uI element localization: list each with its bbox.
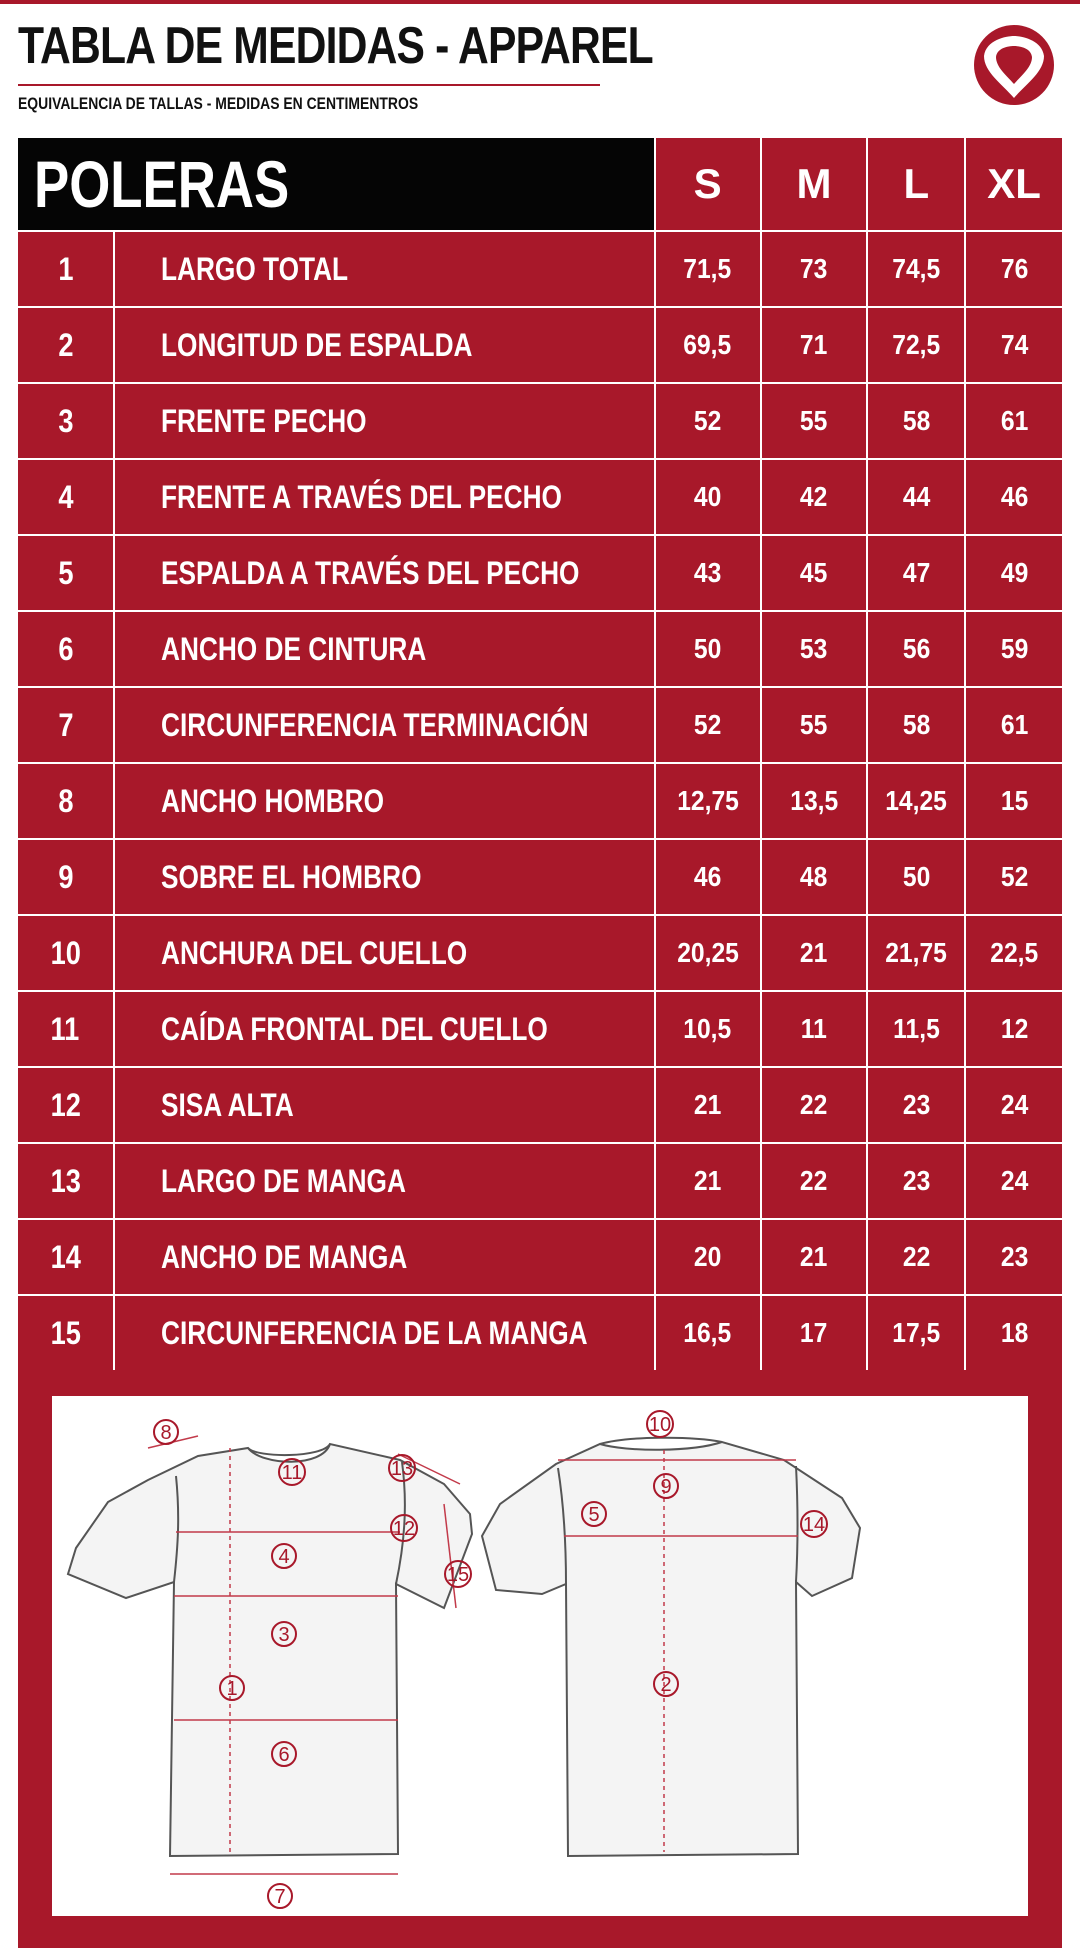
measurement-value-text: 52 — [693, 405, 722, 436]
size-header-m: M — [762, 138, 867, 230]
measurement-value-text: 17,5 — [892, 1317, 941, 1348]
measurement-value-xl — [966, 764, 1062, 838]
measurement-number-text: 9 — [57, 858, 73, 895]
tshirt-front-icon — [68, 1444, 472, 1856]
measurement-number-text: 15 — [50, 1314, 81, 1351]
measurement-value-l — [868, 612, 964, 686]
measurement-label — [115, 1296, 654, 1370]
measurement-label — [115, 764, 654, 838]
marker-12: 12 — [392, 1518, 416, 1540]
measurement-label-text: FRENTE PECHO — [160, 402, 367, 439]
measurement-value-xl — [966, 1068, 1062, 1142]
marker-14: 14 — [802, 1514, 826, 1536]
measurement-value-text: 40 — [693, 481, 722, 512]
table-row — [18, 688, 1062, 762]
measurement-value-s — [656, 232, 760, 306]
measurement-number — [18, 536, 113, 610]
measurement-number — [18, 1068, 113, 1142]
page-title: TABLA DE MEDIDAS - APPAREL — [18, 17, 653, 75]
measurement-value-s — [656, 612, 760, 686]
measurement-value-xl — [966, 840, 1062, 914]
circle-a-logo-icon — [966, 22, 1062, 108]
table-row — [18, 916, 1062, 990]
table-row — [18, 612, 1062, 686]
measurement-value-s — [656, 384, 760, 458]
measurement-value-xl — [966, 612, 1062, 686]
table-row — [18, 840, 1062, 914]
measurement-label-text: ANCHO DE CINTURA — [160, 630, 427, 667]
table-header-row — [18, 138, 1062, 230]
measurement-value-text: 58 — [902, 405, 931, 436]
measurement-value-m — [762, 840, 867, 914]
measurement-value-text: 53 — [800, 633, 828, 664]
measurement-value-text: 50 — [902, 861, 931, 892]
measurement-value-text: 47 — [902, 557, 931, 588]
measurement-label-text: CAÍDA FRONTAL DEL CUELLO — [160, 1010, 548, 1047]
measurement-value-l — [868, 1220, 964, 1294]
measurement-number-text: 2 — [57, 326, 73, 363]
measurement-value-xl — [966, 384, 1062, 458]
measurement-value-s — [656, 536, 760, 610]
measurement-value-text: 11,5 — [892, 1013, 940, 1044]
measurement-value-text: 13,5 — [790, 785, 838, 816]
measurement-value-xl — [966, 688, 1062, 762]
measurement-value-l — [868, 1068, 964, 1142]
measurement-value-xl — [966, 1296, 1062, 1370]
measurement-number — [18, 992, 113, 1066]
size-header-l: L — [868, 138, 964, 230]
marker-5: 5 — [588, 1504, 600, 1526]
measurement-value-m — [762, 232, 867, 306]
measurement-value-text: 61 — [1000, 405, 1028, 436]
measurement-value-text: 24 — [1000, 1165, 1028, 1196]
measurement-value-s — [656, 688, 760, 762]
measurement-value-text: 44 — [902, 481, 931, 512]
measurement-value-xl — [966, 916, 1062, 990]
tshirt-diagram-icon — [52, 1396, 1028, 1916]
measurement-number-text: 10 — [50, 934, 81, 971]
measurement-value-text: 17 — [800, 1317, 828, 1348]
measurement-value-xl — [966, 232, 1062, 306]
measurement-value-text: 22 — [800, 1089, 828, 1120]
measurement-value-text: 74,5 — [892, 253, 941, 284]
measurement-label — [115, 1144, 654, 1218]
measurement-label — [115, 536, 654, 610]
measurement-value-l — [868, 688, 964, 762]
measurement-value-text: 46 — [1000, 481, 1028, 512]
measurement-value-s — [656, 992, 760, 1066]
measurement-value-s — [656, 308, 760, 382]
measurement-number-text: 12 — [50, 1086, 81, 1123]
measurement-number-text: 1 — [57, 250, 73, 287]
measurement-value-l — [868, 232, 964, 306]
table-row — [18, 308, 1062, 382]
measurement-value-m — [762, 1296, 867, 1370]
marker-9: 9 — [660, 1476, 672, 1498]
measurement-label — [115, 308, 654, 382]
measurement-value-m — [762, 688, 867, 762]
top-accent-line — [0, 0, 1080, 4]
measurement-number — [18, 460, 113, 534]
table-row — [18, 232, 1062, 306]
measurement-value-text: 24 — [1000, 1089, 1028, 1120]
measurement-number — [18, 1220, 113, 1294]
measurement-label-text: LONGITUD DE ESPALDA — [160, 326, 473, 363]
measurement-value-l — [868, 308, 964, 382]
title-underline — [18, 84, 600, 86]
measurement-value-m — [762, 460, 867, 534]
table-row — [18, 460, 1062, 534]
measurement-value-text: 21 — [800, 1241, 828, 1272]
measurement-value-text: 52 — [693, 709, 722, 740]
table-row — [18, 992, 1062, 1066]
measurement-number-text: 14 — [50, 1238, 81, 1275]
measurement-value-text: 71,5 — [683, 253, 732, 284]
measurement-label — [115, 612, 654, 686]
measurement-value-s — [656, 840, 760, 914]
measurement-number-text: 13 — [50, 1162, 81, 1199]
measurement-label-text: LARGO TOTAL — [160, 250, 348, 287]
measurement-label-text: CIRCUNFERENCIA TERMINACIÓN — [160, 706, 589, 743]
measurement-value-text: 49 — [1000, 557, 1028, 588]
measurement-value-text: 18 — [1000, 1317, 1028, 1348]
section-title-text: POLERAS — [34, 147, 290, 221]
measurement-label — [115, 460, 654, 534]
measurement-value-s — [656, 916, 760, 990]
measurement-number — [18, 840, 113, 914]
measurement-label — [115, 232, 654, 306]
measurement-number — [18, 1296, 113, 1370]
measurement-value-m — [762, 1144, 867, 1218]
table-row — [18, 1296, 1062, 1370]
measurement-value-s — [656, 460, 760, 534]
measurement-value-text: 48 — [800, 861, 828, 892]
measurement-value-xl — [966, 308, 1062, 382]
measurement-value-text: 16,5 — [683, 1317, 732, 1348]
table-row — [18, 764, 1062, 838]
table-row — [18, 1068, 1062, 1142]
measurement-number — [18, 916, 113, 990]
measurement-value-s — [656, 1144, 760, 1218]
measurement-label-text: ANCHURA DEL CUELLO — [160, 934, 467, 971]
measurement-number-text: 7 — [57, 706, 73, 743]
measurement-value-l — [868, 384, 964, 458]
measurement-number — [18, 764, 113, 838]
measurement-label — [115, 1220, 654, 1294]
marker-15: 15 — [446, 1564, 470, 1586]
measurement-value-m — [762, 536, 867, 610]
measurement-label — [115, 992, 654, 1066]
measurement-value-text: 22 — [902, 1241, 931, 1272]
measurement-value-l — [868, 460, 964, 534]
table-row — [18, 536, 1062, 610]
measurement-value-xl — [966, 1220, 1062, 1294]
measurement-value-s — [656, 1220, 760, 1294]
measurement-value-text: 76 — [1000, 253, 1028, 284]
measurement-label-text: ANCHO DE MANGA — [160, 1238, 408, 1275]
measurement-value-m — [762, 916, 867, 990]
measurement-number — [18, 232, 113, 306]
marker-4: 4 — [278, 1546, 290, 1568]
measurement-number — [18, 1144, 113, 1218]
measurement-value-m — [762, 764, 867, 838]
measurement-value-text: 50 — [693, 633, 722, 664]
measurement-label — [115, 688, 654, 762]
measurement-value-xl — [966, 992, 1062, 1066]
measurement-label-text: FRENTE A TRAVÉS DEL PECHO — [160, 478, 562, 515]
measurement-value-s — [656, 1068, 760, 1142]
measurement-value-text: 22,5 — [990, 937, 1039, 968]
measurement-label-text: ESPALDA A TRAVÉS DEL PECHO — [160, 554, 580, 591]
measurement-value-l — [868, 1144, 964, 1218]
measurement-value-text: 46 — [693, 861, 722, 892]
measurement-number — [18, 688, 113, 762]
measurement-value-text: 20,25 — [676, 937, 739, 968]
measurement-label-text: LARGO DE MANGA — [160, 1162, 406, 1199]
measurement-value-m — [762, 384, 867, 458]
page-subtitle: EQUIVALENCIA DE TALLAS - MEDIDAS EN CENTIMENTROS — [18, 94, 419, 113]
measurement-label-text: SOBRE EL HOMBRO — [160, 858, 422, 895]
measurement-number — [18, 384, 113, 458]
measurement-value-text: 10,5 — [683, 1013, 732, 1044]
measurement-value-text: 23 — [902, 1089, 931, 1120]
measurement-value-text: 21 — [693, 1089, 722, 1120]
measurement-value-m — [762, 612, 867, 686]
measurement-label — [115, 1068, 654, 1142]
measurement-label — [115, 916, 654, 990]
measurement-value-text: 20 — [693, 1241, 722, 1272]
measurement-value-text: 14,25 — [885, 785, 948, 816]
measurement-value-text: 55 — [800, 709, 828, 740]
measurement-value-text: 42 — [800, 481, 828, 512]
section-title — [18, 138, 654, 230]
measurement-diagram — [52, 1396, 1028, 1916]
marker-3: 3 — [278, 1624, 290, 1646]
measurement-value-xl — [966, 1144, 1062, 1218]
size-header-xl: XL — [966, 138, 1062, 230]
measurement-label-text: CIRCUNFERENCIA DE LA MANGA — [160, 1314, 588, 1351]
measurement-value-text: 61 — [1000, 709, 1028, 740]
measurement-value-text: 72,5 — [892, 329, 941, 360]
measurement-value-xl — [966, 536, 1062, 610]
measurement-value-text: 15 — [1000, 785, 1028, 816]
measurement-value-l — [868, 536, 964, 610]
measurement-label — [115, 840, 654, 914]
measurement-number-text: 11 — [51, 1010, 80, 1047]
measurement-value-text: 21 — [800, 937, 828, 968]
measurement-value-text: 52 — [1000, 861, 1028, 892]
measurement-value-text: 23 — [902, 1165, 931, 1196]
measurement-value-l — [868, 764, 964, 838]
table-row — [18, 384, 1062, 458]
measurement-value-text: 12,75 — [676, 785, 739, 816]
measurement-value-text: 55 — [800, 405, 828, 436]
measurement-value-text: 21,75 — [885, 937, 948, 968]
marker-10: 10 — [648, 1414, 672, 1436]
tshirt-back-icon — [482, 1438, 860, 1856]
measurement-value-text: 22 — [800, 1165, 828, 1196]
measurement-label-text: SISA ALTA — [160, 1086, 294, 1123]
measurement-number-text: 3 — [57, 402, 73, 439]
table-row — [18, 1220, 1062, 1294]
measurement-value-m — [762, 308, 867, 382]
measurement-number-text: 5 — [57, 554, 73, 591]
measurement-value-text: 69,5 — [683, 329, 732, 360]
measurement-value-s — [656, 1296, 760, 1370]
measurement-value-text: 71 — [800, 329, 828, 360]
measurement-value-text: 23 — [1000, 1241, 1028, 1272]
marker-2: 2 — [660, 1674, 672, 1696]
measurement-number — [18, 612, 113, 686]
measurement-diagram-panel — [18, 1370, 1062, 1948]
marker-1: 1 — [226, 1678, 238, 1700]
measurement-value-text: 21 — [693, 1165, 722, 1196]
measurement-value-m — [762, 1220, 867, 1294]
measurement-number-text: 8 — [57, 782, 73, 819]
measurement-value-s — [656, 764, 760, 838]
measurement-value-text: 45 — [800, 557, 828, 588]
measurement-value-text: 43 — [693, 557, 722, 588]
measurement-value-text: 11 — [800, 1013, 828, 1044]
measurement-number-text: 6 — [57, 630, 73, 667]
marker-7: 7 — [274, 1886, 286, 1908]
measurement-value-m — [762, 1068, 867, 1142]
marker-6: 6 — [278, 1744, 290, 1766]
measurement-value-l — [868, 840, 964, 914]
measurement-number — [18, 308, 113, 382]
measurement-value-text: 74 — [1000, 329, 1028, 360]
size-header-s: S — [656, 138, 760, 230]
measurement-label — [115, 384, 654, 458]
table-row — [18, 1144, 1062, 1218]
measurement-value-l — [868, 916, 964, 990]
measurement-value-xl — [966, 460, 1062, 534]
measurement-value-l — [868, 992, 964, 1066]
measurement-value-m — [762, 992, 867, 1066]
measurement-value-text: 56 — [902, 633, 931, 664]
marker-11: 11 — [281, 1462, 303, 1484]
size-table — [18, 138, 1062, 1370]
measurement-value-text: 12 — [1000, 1013, 1028, 1044]
marker-13: 13 — [390, 1458, 414, 1480]
measurement-value-text: 58 — [902, 709, 931, 740]
measurement-value-text: 59 — [1000, 633, 1028, 664]
measurement-value-l — [868, 1296, 964, 1370]
measurement-value-text: 73 — [800, 253, 828, 284]
measurement-label-text: ANCHO HOMBRO — [160, 782, 384, 819]
measurement-number-text: 4 — [57, 478, 73, 515]
marker-8: 8 — [160, 1422, 172, 1444]
